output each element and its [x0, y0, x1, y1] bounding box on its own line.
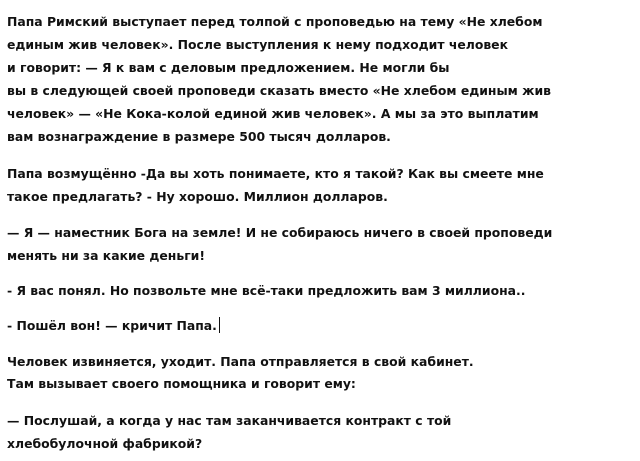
text-line: — Послушай, а когда у нас там заканчивается контракт с той — [7, 413, 452, 428]
text-line: — Я — наместник Бога на земле! И не собираюсь ничего в своей проповеди — [7, 225, 553, 240]
text-line: - Я вас понял. Но позвольте мне всё-таки предложить вам 3 миллиона.. — [7, 283, 526, 298]
text-line: такое предлагать? - Ну хорошо. Миллион долларов. — [7, 189, 388, 204]
text-line: человек» — «Не Кока-колой единой жив человек». А мы за это выплатим — [7, 106, 539, 121]
text-line: - Пошёл вон! — кричит Папа. — [7, 318, 217, 333]
text-line: Папа возмущённо -Да вы хоть понимаете, кто я такой? Как вы смеете мне — [7, 166, 544, 181]
text-line: и говорит: — Я к вам с деловым предложением. Не могли бы — [7, 60, 450, 75]
text-cursor — [219, 317, 220, 333]
text-line: Человек извиняется, уходит. Папа отправляется в свой кабинет. — [7, 354, 474, 369]
text-line-with-cursor — [7, 316, 220, 336]
text-line: менять ни за какие деньги! — [7, 248, 206, 263]
text-line: единым жив человек». После выступления к нему подходит человек — [7, 37, 508, 52]
text-line: Папа Римский выступает перед толпой с проповедью на тему «Не хлебом — [7, 14, 543, 29]
text-line: Там вызывает своего помощника и говорит ему: — [7, 376, 356, 391]
text-line: вам вознаграждение в размере 500 тысяч долларов. — [7, 129, 391, 144]
text-line: вы в следующей своей проповеди сказать вместо «Не хлебом единым жив — [7, 83, 551, 98]
text-line: хлебобулочной фабрикой? — [7, 436, 203, 451]
